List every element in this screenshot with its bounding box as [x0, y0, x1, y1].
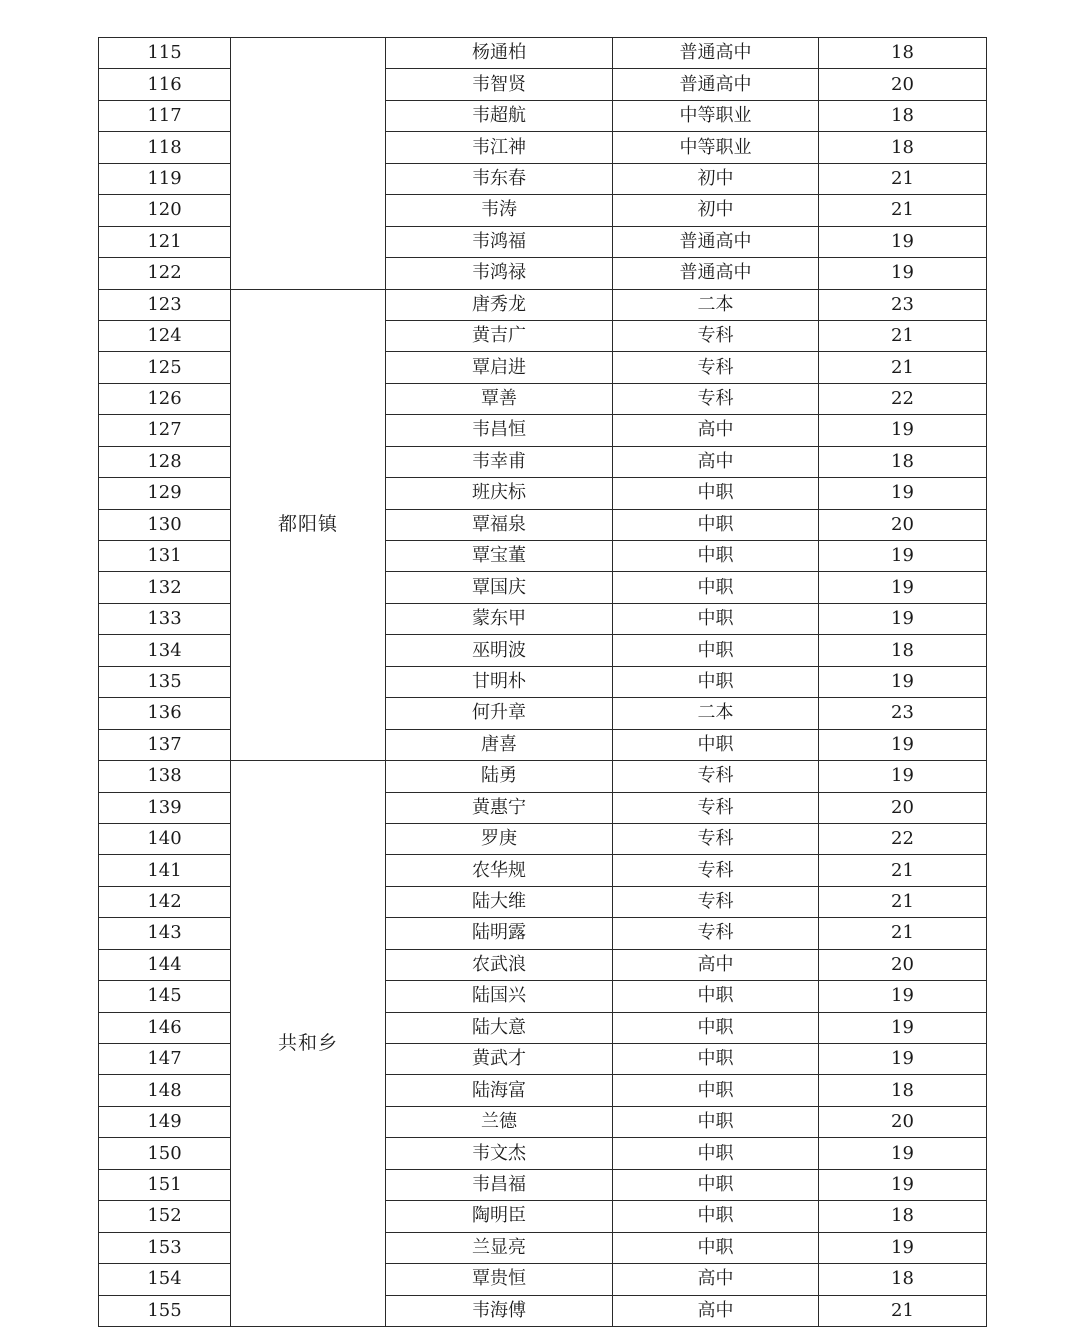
row-number-cell: 133 [99, 603, 231, 634]
education-cell: 中职 [613, 1201, 819, 1232]
age-cell: 22 [819, 823, 987, 854]
age-cell: 18 [819, 1201, 987, 1232]
age-cell: 19 [819, 572, 987, 603]
name-cell: 蒙东甲 [386, 603, 613, 634]
age-cell: 20 [819, 1106, 987, 1137]
education-cell: 中职 [613, 1012, 819, 1043]
row-number-cell: 129 [99, 478, 231, 509]
age-cell: 19 [819, 1169, 987, 1200]
row-number-cell: 143 [99, 918, 231, 949]
education-cell: 专科 [613, 320, 819, 351]
name-cell: 唐秀龙 [386, 289, 613, 320]
row-number-cell: 115 [99, 38, 231, 69]
row-number-cell: 137 [99, 729, 231, 760]
education-cell: 中职 [613, 541, 819, 572]
row-number-cell: 116 [99, 69, 231, 100]
name-cell: 韦昌福 [386, 1169, 613, 1200]
education-cell: 二本 [613, 289, 819, 320]
education-cell: 中职 [613, 509, 819, 540]
education-cell: 中等职业 [613, 132, 819, 163]
row-number-cell: 136 [99, 698, 231, 729]
row-number-cell: 145 [99, 981, 231, 1012]
name-cell: 覃贵恒 [386, 1264, 613, 1295]
row-number-cell: 119 [99, 163, 231, 194]
education-cell: 普通高中 [613, 258, 819, 289]
row-number-cell: 146 [99, 1012, 231, 1043]
age-cell: 21 [819, 918, 987, 949]
name-cell: 兰德 [386, 1106, 613, 1137]
education-cell: 二本 [613, 698, 819, 729]
row-number-cell: 142 [99, 886, 231, 917]
education-cell: 普通高中 [613, 226, 819, 257]
name-cell: 陆大意 [386, 1012, 613, 1043]
row-number-cell: 130 [99, 509, 231, 540]
age-cell: 19 [819, 666, 987, 697]
name-cell: 陶明臣 [386, 1201, 613, 1232]
education-cell: 高中 [613, 446, 819, 477]
name-cell: 黄惠宁 [386, 792, 613, 823]
education-cell: 专科 [613, 855, 819, 886]
education-cell: 中职 [613, 1232, 819, 1263]
age-cell: 19 [819, 761, 987, 792]
education-cell: 初中 [613, 195, 819, 226]
education-cell: 中职 [613, 572, 819, 603]
education-cell: 初中 [613, 163, 819, 194]
row-number-cell: 121 [99, 226, 231, 257]
education-cell: 专科 [613, 383, 819, 414]
name-cell: 韦文杰 [386, 1138, 613, 1169]
table-row [99, 38, 987, 69]
education-cell: 专科 [613, 886, 819, 917]
row-number-cell: 120 [99, 195, 231, 226]
name-cell: 唐喜 [386, 729, 613, 760]
name-cell: 覃善 [386, 383, 613, 414]
age-cell: 18 [819, 132, 987, 163]
age-cell: 20 [819, 69, 987, 100]
name-cell: 覃宝董 [386, 541, 613, 572]
education-cell: 中等职业 [613, 100, 819, 131]
age-cell: 18 [819, 1075, 987, 1106]
roster-table [98, 37, 987, 1327]
education-cell: 专科 [613, 792, 819, 823]
age-cell: 20 [819, 792, 987, 823]
row-number-cell: 135 [99, 666, 231, 697]
age-cell: 19 [819, 226, 987, 257]
row-number-cell: 155 [99, 1295, 231, 1326]
row-number-cell: 140 [99, 823, 231, 854]
age-cell: 21 [819, 320, 987, 351]
name-cell: 韦幸甫 [386, 446, 613, 477]
education-cell: 高中 [613, 415, 819, 446]
age-cell: 19 [819, 1012, 987, 1043]
name-cell: 陆国兴 [386, 981, 613, 1012]
education-cell: 中职 [613, 981, 819, 1012]
education-cell: 中职 [613, 635, 819, 666]
name-cell: 陆海富 [386, 1075, 613, 1106]
education-cell: 中职 [613, 729, 819, 760]
education-cell: 专科 [613, 918, 819, 949]
age-cell: 18 [819, 100, 987, 131]
education-cell: 中职 [613, 1138, 819, 1169]
age-cell: 23 [819, 698, 987, 729]
row-number-cell: 138 [99, 761, 231, 792]
row-number-cell: 153 [99, 1232, 231, 1263]
row-number-cell: 141 [99, 855, 231, 886]
age-cell: 21 [819, 352, 987, 383]
row-number-cell: 125 [99, 352, 231, 383]
age-cell: 19 [819, 415, 987, 446]
name-cell: 韦鸿禄 [386, 258, 613, 289]
row-number-cell: 131 [99, 541, 231, 572]
row-number-cell: 124 [99, 320, 231, 351]
education-cell: 普通高中 [613, 38, 819, 69]
name-cell: 韦东春 [386, 163, 613, 194]
row-number-cell: 152 [99, 1201, 231, 1232]
age-cell: 19 [819, 1138, 987, 1169]
age-cell: 18 [819, 635, 987, 666]
name-cell: 黄吉广 [386, 320, 613, 351]
name-cell: 黄武才 [386, 1044, 613, 1075]
age-cell: 19 [819, 1044, 987, 1075]
education-cell: 中职 [613, 603, 819, 634]
education-cell: 高中 [613, 949, 819, 980]
age-cell: 20 [819, 949, 987, 980]
education-cell: 中职 [613, 1106, 819, 1137]
name-cell: 陆勇 [386, 761, 613, 792]
name-cell: 农武浪 [386, 949, 613, 980]
education-cell: 中职 [613, 1075, 819, 1106]
age-cell: 20 [819, 509, 987, 540]
name-cell: 覃福泉 [386, 509, 613, 540]
row-number-cell: 147 [99, 1044, 231, 1075]
name-cell: 陆大维 [386, 886, 613, 917]
row-number-cell: 150 [99, 1138, 231, 1169]
row-number-cell: 123 [99, 289, 231, 320]
age-cell: 23 [819, 289, 987, 320]
row-number-cell: 134 [99, 635, 231, 666]
row-number-cell: 149 [99, 1106, 231, 1137]
age-cell: 19 [819, 541, 987, 572]
name-cell: 巫明波 [386, 635, 613, 666]
name-cell: 韦超航 [386, 100, 613, 131]
row-number-cell: 126 [99, 383, 231, 414]
age-cell: 18 [819, 38, 987, 69]
education-cell: 中职 [613, 478, 819, 509]
education-cell: 专科 [613, 823, 819, 854]
age-cell: 19 [819, 603, 987, 634]
row-number-cell: 154 [99, 1264, 231, 1295]
row-number-cell: 128 [99, 446, 231, 477]
name-cell: 兰显亮 [386, 1232, 613, 1263]
roster-table-body [99, 38, 987, 1327]
name-cell: 班庆标 [386, 478, 613, 509]
name-cell: 农华规 [386, 855, 613, 886]
age-cell: 19 [819, 258, 987, 289]
name-cell: 韦涛 [386, 195, 613, 226]
age-cell: 19 [819, 1232, 987, 1263]
name-cell: 陆明露 [386, 918, 613, 949]
row-number-cell: 139 [99, 792, 231, 823]
education-cell: 中职 [613, 1169, 819, 1200]
age-cell: 18 [819, 446, 987, 477]
age-cell: 18 [819, 1264, 987, 1295]
education-cell: 普通高中 [613, 69, 819, 100]
row-number-cell: 122 [99, 258, 231, 289]
town-cell: 都阳镇 [231, 289, 386, 761]
row-number-cell: 151 [99, 1169, 231, 1200]
town-cell [231, 38, 386, 290]
age-cell: 19 [819, 478, 987, 509]
education-cell: 中职 [613, 666, 819, 697]
age-cell: 21 [819, 195, 987, 226]
age-cell: 21 [819, 1295, 987, 1326]
row-number-cell: 118 [99, 132, 231, 163]
name-cell: 覃国庆 [386, 572, 613, 603]
table-row [99, 761, 987, 792]
name-cell: 韦智贤 [386, 69, 613, 100]
age-cell: 21 [819, 886, 987, 917]
education-cell: 中职 [613, 1044, 819, 1075]
row-number-cell: 148 [99, 1075, 231, 1106]
age-cell: 21 [819, 163, 987, 194]
age-cell: 19 [819, 981, 987, 1012]
education-cell: 高中 [613, 1295, 819, 1326]
table-row [99, 289, 987, 320]
age-cell: 22 [819, 383, 987, 414]
name-cell: 覃启进 [386, 352, 613, 383]
education-cell: 专科 [613, 352, 819, 383]
row-number-cell: 132 [99, 572, 231, 603]
row-number-cell: 117 [99, 100, 231, 131]
name-cell: 何升章 [386, 698, 613, 729]
town-cell: 共和乡 [231, 761, 386, 1327]
row-number-cell: 127 [99, 415, 231, 446]
age-cell: 19 [819, 729, 987, 760]
education-cell: 专科 [613, 761, 819, 792]
name-cell: 罗庚 [386, 823, 613, 854]
name-cell: 甘明朴 [386, 666, 613, 697]
name-cell: 韦鸿福 [386, 226, 613, 257]
name-cell: 韦海傅 [386, 1295, 613, 1326]
age-cell: 21 [819, 855, 987, 886]
education-cell: 高中 [613, 1264, 819, 1295]
row-number-cell: 144 [99, 949, 231, 980]
name-cell: 杨通柏 [386, 38, 613, 69]
name-cell: 韦昌恒 [386, 415, 613, 446]
name-cell: 韦江神 [386, 132, 613, 163]
